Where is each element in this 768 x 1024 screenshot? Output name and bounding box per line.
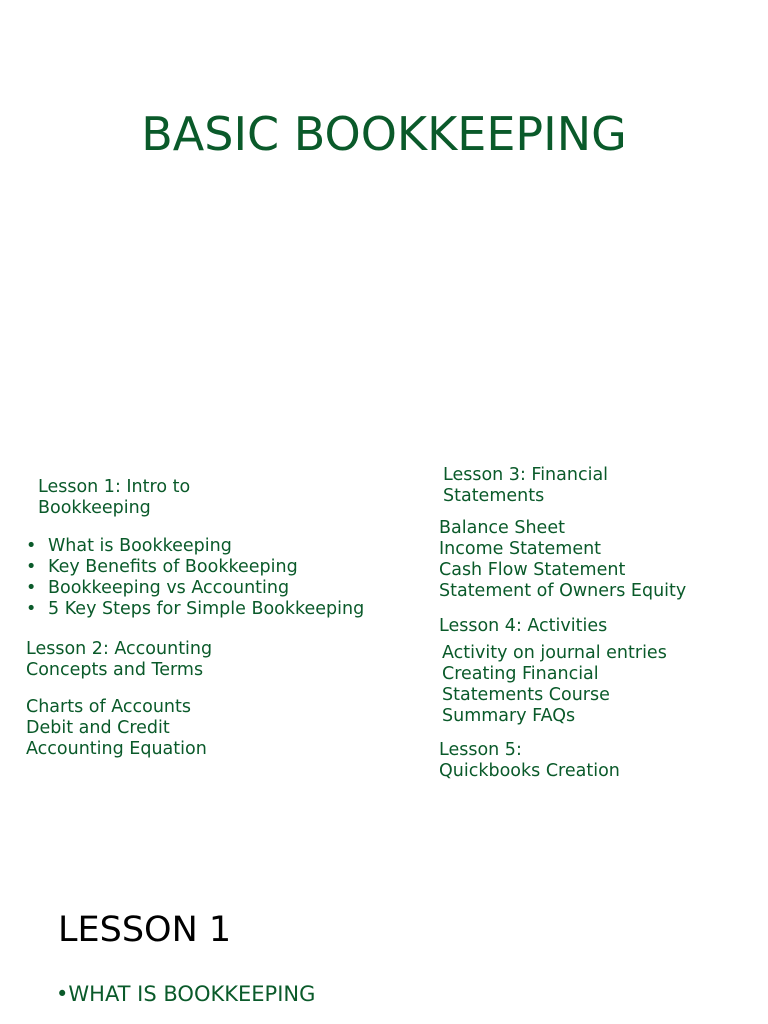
list-item: Charts of Accounts xyxy=(26,697,191,717)
list-item: Balance Sheet xyxy=(439,518,565,538)
lesson-3-title xyxy=(443,465,608,507)
lesson-2-title-line-2: Concepts and Terms xyxy=(26,660,204,680)
lesson-5-title-line-2: Quickbooks Creation xyxy=(439,761,620,781)
list-item: Debit and Credit xyxy=(26,718,170,738)
lesson-3-title-line-1: Lesson 3: Financial xyxy=(443,465,609,485)
lesson-2-title xyxy=(26,639,212,681)
list-item: Statement of Owners Equity xyxy=(439,581,687,601)
list-item: Accounting Equation xyxy=(26,739,207,759)
list-item: Income Statement xyxy=(439,539,602,559)
section-bullet-text: WHAT IS BOOKKEEPING xyxy=(68,982,316,1006)
list-item: Summary FAQs xyxy=(442,706,576,726)
lesson-4-topic-list xyxy=(442,643,667,727)
list-item: Statements Course xyxy=(442,685,610,705)
lesson-1-title xyxy=(38,477,190,519)
list-item: Activity on journal entries xyxy=(442,643,667,663)
lesson-1-title-line-1: Lesson 1: Intro to xyxy=(38,477,191,497)
lesson-3-topic-list xyxy=(439,518,686,602)
page-title: BASIC BOOKKEEPING xyxy=(141,107,627,161)
section-bullet-item xyxy=(56,981,315,1007)
lesson-4-title: Lesson 4: Activities xyxy=(439,616,608,636)
lesson-2-title-line-1: Lesson 2: Accounting xyxy=(26,639,213,659)
list-item: • What is Bookkeeping xyxy=(26,536,364,557)
lesson-5-title-line-1: Lesson 5: xyxy=(439,740,522,760)
lesson-5-title xyxy=(439,740,620,782)
lesson-1-topic-list xyxy=(26,536,364,620)
list-item: Cash Flow Statement xyxy=(439,560,626,580)
list-item: • 5 Key Steps for Simple Bookkeeping xyxy=(26,599,364,620)
bullet-icon: • xyxy=(56,982,69,1006)
lesson-1-title-line-2: Bookkeeping xyxy=(38,498,151,518)
section-heading: LESSON 1 xyxy=(58,910,232,950)
list-item: • Bookkeeping vs Accounting xyxy=(26,578,364,599)
lesson-2-topic-list xyxy=(26,697,207,760)
list-item: Creating Financial xyxy=(442,664,599,684)
lesson-3-title-line-2: Statements xyxy=(443,486,545,506)
list-item: • Key Benefits of Bookkeeping xyxy=(26,557,364,578)
